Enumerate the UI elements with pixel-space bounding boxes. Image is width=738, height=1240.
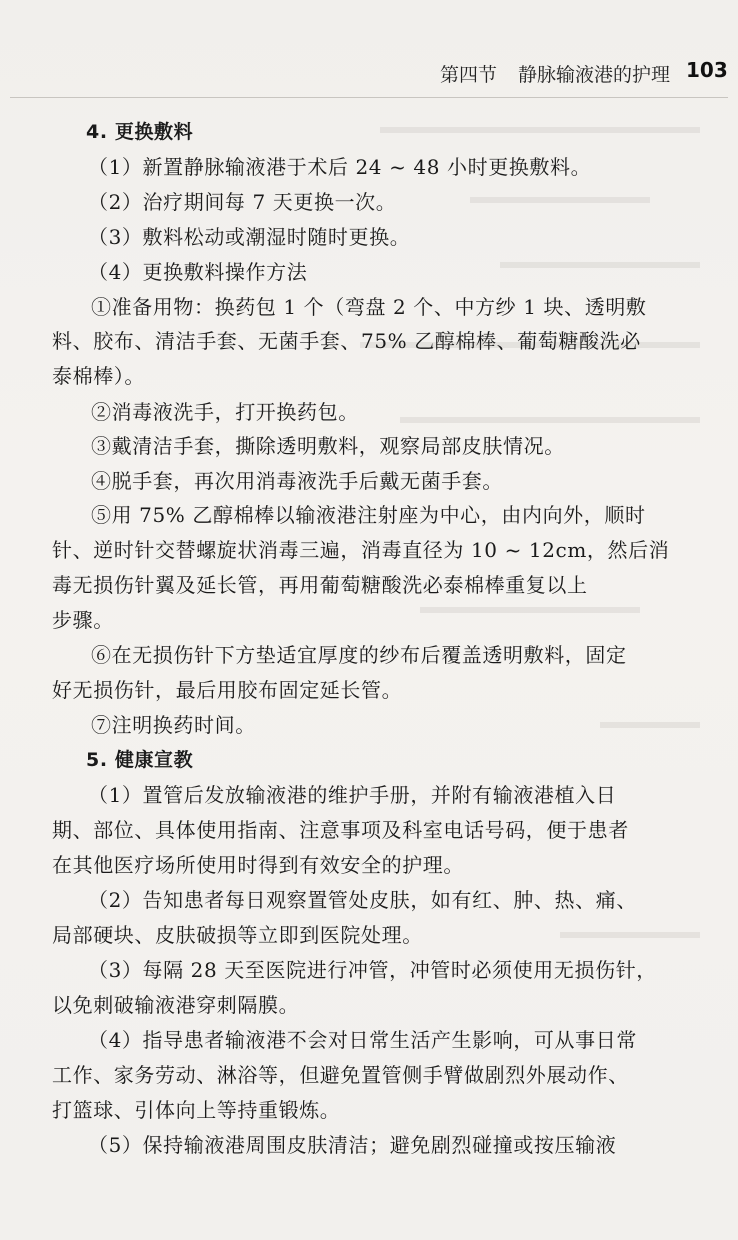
heading-health-education: 5. 健康宣教 xyxy=(86,749,194,771)
text-line: 在其他医疗场所使用时得到有效安全的护理。 xyxy=(52,853,464,877)
header-rule xyxy=(10,97,728,98)
text-line: 期、部位、具体使用指南、注意事项及科室电话号码，便于患者 xyxy=(52,818,629,842)
text-line: 毒无损伤针翼及延长管，再用葡萄糖酸洗必泰棉棒重复以上 xyxy=(52,573,588,597)
text-line: 针、逆时针交替螺旋状消毒三遍，消毒直径为 10 ~ 12cm，然后消 xyxy=(52,538,670,562)
text-line: （4）更换敷料操作方法 xyxy=(88,260,308,284)
text-line: （5）保持输液港周围皮肤清洁；避免剧烈碰撞或按压输液 xyxy=(88,1133,617,1157)
text-line: ⑦注明换药时间。 xyxy=(91,713,256,737)
text-line: 步骤。 xyxy=(52,608,114,632)
text-line: ③戴清洁手套，撕除透明敷料，观察局部皮肤情况。 xyxy=(91,434,565,458)
text-line: （2）治疗期间每 7 天更换一次。 xyxy=(88,190,397,214)
text-line: ④脱手套，再次用消毒液洗手后戴无菌手套。 xyxy=(91,469,503,493)
text-line: ⑤用 75% 乙醇棉棒以输液港注射座为中心，由内向外，顺时 xyxy=(91,503,646,527)
text-line: （3）每隔 28 天至医院进行冲管，冲管时必须使用无损伤针， xyxy=(88,958,657,982)
text-line: ①准备用物：换药包 1 个（弯盘 2 个、中方纱 1 块、透明敷 xyxy=(91,295,647,319)
text-line: （1）置管后发放输液港的维护手册，并附有输液港植入日 xyxy=(88,783,617,807)
page-number: 103 xyxy=(686,58,728,82)
text-line: （3）敷料松动或潮湿时随时更换。 xyxy=(88,225,411,249)
running-header-section: 第四节 xyxy=(440,64,498,86)
heading-change-dressing: 4. 更换敷料 xyxy=(86,121,194,143)
text-line: 料、胶布、清洁手套、无菌手套、75% 乙醇棉棒、葡萄糖酸洗必 xyxy=(52,329,641,353)
text-line: （1）新置静脉输液港于术后 24 ~ 48 小时更换敷料。 xyxy=(88,155,592,179)
text-line: 泰棉棒）。 xyxy=(52,364,145,388)
text-line: 好无损伤针，最后用胶布固定延长管。 xyxy=(52,678,403,702)
text-line: 工作、家务劳动、淋浴等，但避免置管侧手臂做剧烈外展动作、 xyxy=(52,1063,629,1087)
text-line: 打篮球、引体向上等持重锻炼。 xyxy=(52,1098,341,1122)
text-line: （4）指导患者输液港不会对日常生活产生影响，可从事日常 xyxy=(88,1028,637,1052)
running-header-title: 静脉输液港的护理 xyxy=(518,64,671,86)
text-line: ⑥在无损伤针下方垫适宜厚度的纱布后覆盖透明敷料，固定 xyxy=(91,643,627,667)
text-line: ②消毒液洗手，打开换药包。 xyxy=(91,400,359,424)
text-line: 以免刺破输液港穿刺隔膜。 xyxy=(52,993,300,1017)
text-line: （2）告知患者每日观察置管处皮肤，如有红、肿、热、痛、 xyxy=(88,888,637,912)
text-line: 局部硬块、皮肤破损等立即到医院处理。 xyxy=(52,923,423,947)
